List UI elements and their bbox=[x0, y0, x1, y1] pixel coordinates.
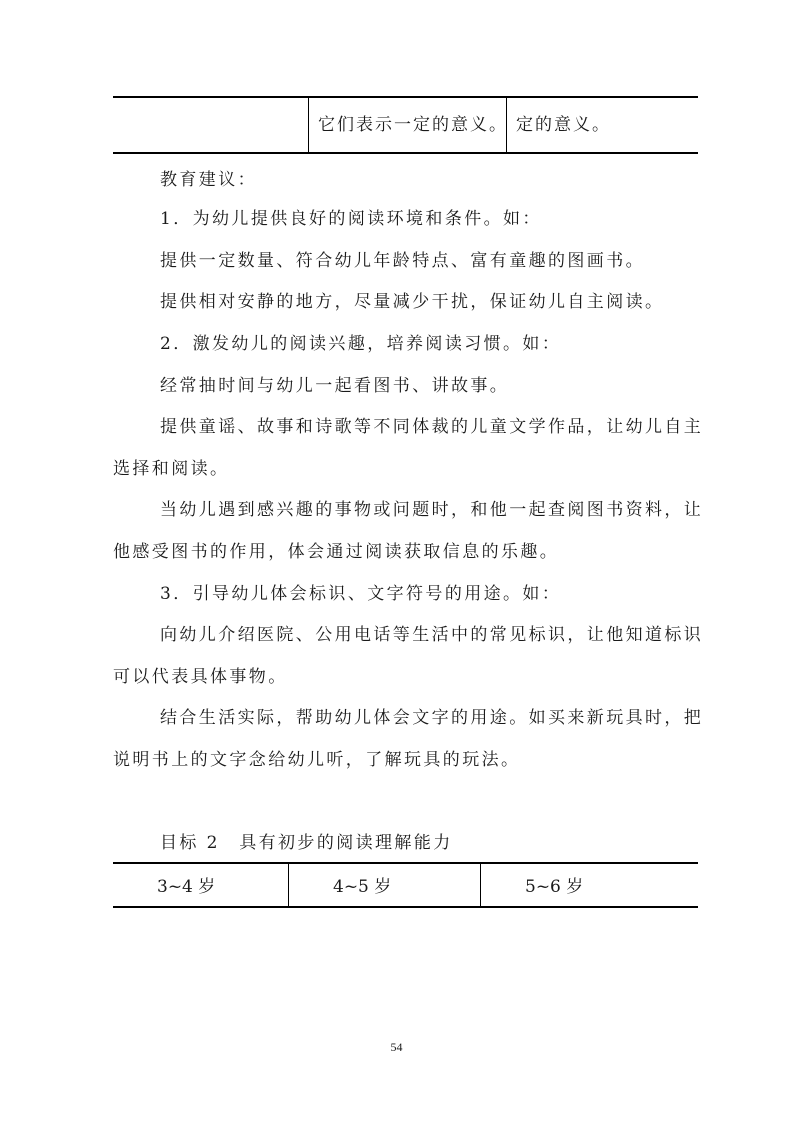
body-line: 选择和阅读。 bbox=[113, 459, 230, 479]
table-cell bbox=[113, 98, 309, 152]
body-line: 1．为幼儿提供良好的阅读环境和条件。如： bbox=[160, 209, 542, 229]
body-line: 结合生活实际，帮助幼儿体会文字的用途。如买来新玩具时，把 bbox=[160, 708, 704, 728]
age-header-cell: 4~5 岁 bbox=[289, 864, 481, 906]
goal-title: 目标 2 具有初步的阅读理解能力 bbox=[160, 833, 453, 853]
body-line: 说明书上的文字念给幼儿听，了解玩具的玩法。 bbox=[113, 750, 521, 770]
body-line: 经常抽时间与幼儿一起看图书、讲故事。 bbox=[160, 376, 510, 396]
body-line: 2．激发幼儿的阅读兴趣，培养阅读习惯。如： bbox=[160, 334, 562, 354]
body-line: 可以代表具体事物。 bbox=[113, 667, 288, 687]
body-line: 当幼儿遇到感兴趣的事物或问题时，和他一起查阅图书资料，让 bbox=[160, 500, 704, 520]
top-table-fragment bbox=[113, 96, 698, 154]
body-line: 向幼儿介绍医院、公用电话等生活中的常见标识，让他知道标识 bbox=[160, 625, 704, 645]
body-line: 提供相对安静的地方，尽量减少干扰，保证幼儿自主阅读。 bbox=[160, 292, 665, 312]
section-heading: 教育建议： bbox=[160, 170, 257, 190]
age-table bbox=[113, 862, 698, 908]
body-line: 提供一定数量、符合幼儿年龄特点、富有童趣的图画书。 bbox=[160, 251, 645, 271]
page-number: 54 bbox=[390, 1040, 403, 1054]
table-cell: 定的意义。 bbox=[516, 115, 611, 135]
age-header-cell: 3~4 岁 bbox=[113, 864, 289, 906]
body-line: 提供童谣、故事和诗歌等不同体裁的儿童文学作品，让幼儿自主 bbox=[160, 417, 704, 437]
table-cell: 它们表示一定的意义。 bbox=[309, 98, 507, 152]
body-line: 3．引导幼儿体会标识、文字符号的用途。如： bbox=[160, 584, 562, 604]
body-line: 他感受图书的作用，体会通过阅读获取信息的乐趣。 bbox=[113, 542, 560, 562]
age-header-cell: 5~6 岁 bbox=[525, 877, 584, 897]
